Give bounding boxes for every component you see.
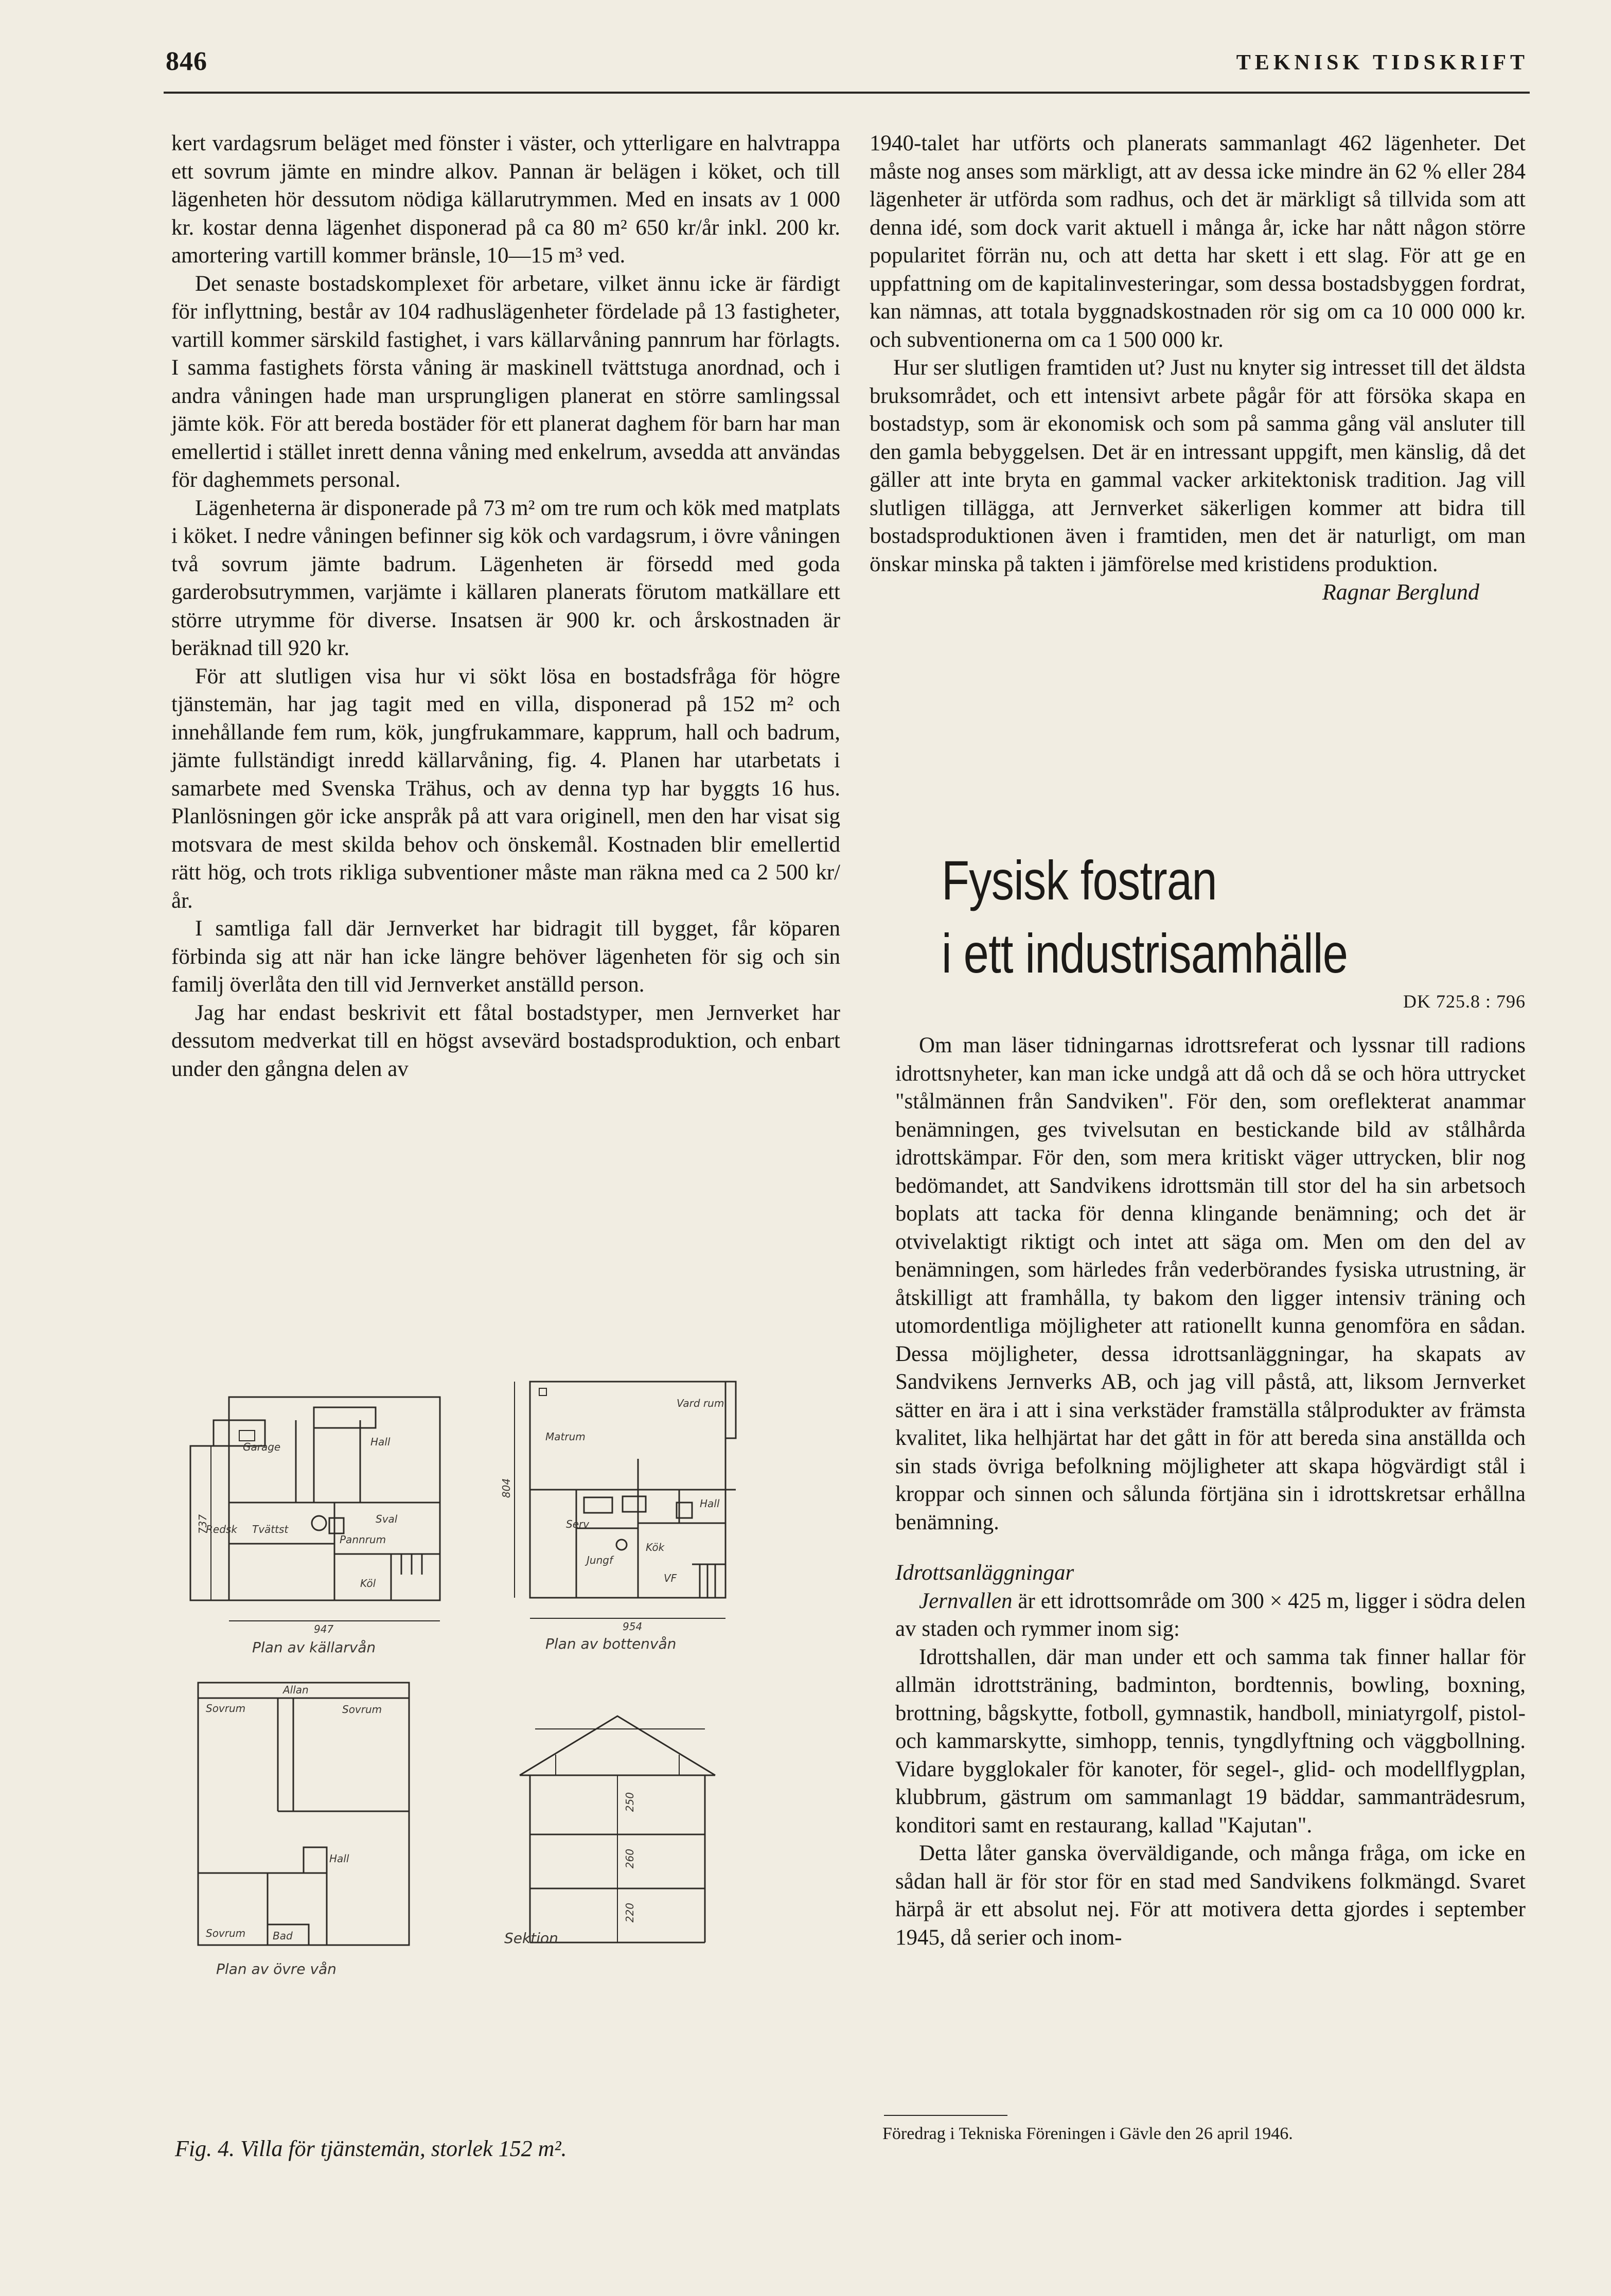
paragraph: Hur ser slutligen framtiden ut? Just nu knyter sig intresset till det äldsta bruksområdet, och ett intensivt arbete pågår för att försöka skapa en bostadstyp, som är ekonomisk och som på samma gång väl ansluter till den gamla bebyggelsen. Det är en intressant uppgift, men känslig, då det gäller att inte bryta en gammal vacker arkitektonisk tradition. Jag vill slutligen tillägga, att Jernverket säkerligen kommer att bidra till bostadsproduktionen även i framtiden, men det är naturligt, om man önskar minska på takten i jämförelse med kristidens produktion. bbox=[870, 356, 1526, 576]
lead-rest: är ett idrottsområde om 300 × 425 m, ligger i södra delen av staden och rymmer inom sig: bbox=[895, 1588, 1526, 1641]
room-label: Serv bbox=[566, 1518, 590, 1530]
article-title-line-1: Fysisk fostran bbox=[942, 849, 1217, 911]
room-label: Bad bbox=[273, 1930, 293, 1942]
plan-caption-ground: Plan av bottenvån bbox=[545, 1635, 677, 1652]
paragraph: Idrottshallen, där man under ett och samma tak finner hallar för allmän idrottsträning, badminton, bordtennis, bowling, boxning, brottning, bågskytte, fotboll, gymnastik, handboll, miniatyrgolf, pistol- och kammarskytte, simhopp, tennis, tyngdlyftning och väggbollning. Vidare bygglokaler för kanoter, för segel-, glid- och modellflygplan, klubbrum, gästrum om sammanlagt 19 bäddar, sammanträdesrum, konditori samt en restaurang, kallad "Kajutan". bbox=[895, 1645, 1526, 1838]
journal-title: TEKNISK TIDSKRIFT bbox=[1236, 51, 1529, 75]
paragraph: Detta låter ganska överväldigande, och många fråga, om icke en sådan hall är för stor för en stad med Sandvikens folkmängd. Svaret härpå är ett absolut nej. För att motivera detta gjordes i september 1945, då serier och inom- bbox=[895, 1841, 1526, 1950]
architectural-drawings bbox=[185, 1369, 834, 2099]
paragraph: Det senaste bostadskomplexet för arbetare, vilket ännu icke är färdigt för inflyttning, består av 104 radhuslägenheter fördelade på 13 fastigheter, vartill kommer särskild fastighet, i vars källarvåning pannrum har förlagts. I samma fastighets första våning är maskinell tvättstuga anordnad, och i andra våningen hade man ursprungligen planerat en större samlingssal jämte kök. För att bereda bostäder för ett planerat daghem för barn har man emellertid i stället inrett denna våning med enkelrum, avsedda att användas för daghemmets personal. bbox=[171, 271, 840, 492]
basement-plan bbox=[190, 1397, 440, 1621]
dimension-label: 260 bbox=[624, 1848, 636, 1869]
paragraph: Jag har endast beskrivit ett fåtal bostadstyper, men Jernverket har dessutom medverkat till en högst avsevärd bostadsproduktion, och enbart under den gångna delen av bbox=[171, 1000, 840, 1081]
room-label: VF bbox=[664, 1572, 677, 1584]
paragraph: kert vardagsrum beläget med fönster i väster, och ytterligare en halvtrappa ett sovrum jämte en mindre alkov. Pannan är belägen i köket, och till lägenheten hör dessutom nödiga källarutrymmen. Med en insats av 1 000 kr. kostar denna lägenhet disponerad på ca 80 m² 650 kr/år inkl. 200 kr. amortering vartill kommer bränsle, 10—15 m³ ved. bbox=[171, 131, 840, 268]
paragraph: Om man läser tidningarnas idrottsreferat och lyssnar till radions idrottsnyheter, kan man icke undgå att då och då se och höra uttrycket "stålmännen från Sandviken". För den, som oreflekterat anammar benämningen, ges tvivelsutan en bestickande bild av stålhårda idrottskämpar. För den, som mera kritiskt väger uttrycken, blir nog bedömandet, att Sandvikens idrottsmän till stor del ha sin arbetsoch boplats att tacka för denna klingande benämning; och det är otvivelaktigt riktigt och intet att säga om. Men om den del av benämningen, som härledes från vederbörandes fysiska utrustning, är åtskilligt att framhålla, ty bakom den ligger intensiv träning och utomordentliga möjligheter att rationellt kunna genomföra en sådan. Dessa möjligheter, dessa idrottsanläggningar, ha skapats av Sandvikens Jernverks AB, och jag vill påstå, att, liksom Jernverket sätter en ära i att i sina verkstäder framställa stålprodukter av främsta kvalitet, lika helhjärtat har det gått in för att bereda sina anställda och sin stads övriga befolkning möjligheter att skapa högvärdigt stål i kroppar och sinnen och sålunda förtjäna sin i idrottskretsar erhållna benämning. bbox=[895, 1033, 1526, 1534]
room-label: Sovrum bbox=[206, 1927, 246, 1939]
lead-italic: Jernvallen bbox=[919, 1588, 1013, 1613]
paragraph: 1940-talet har utförts och planerats sammanlagt 462 lägenheter. Det måste nog anses som märkligt, att av dessa icke mindre än 62 % eller 284 lägenheter är utförda som radhus, och det är märkligt så tillvida som att denna idé, som dock varit aktuell i många år, icke har nått någon större popularitet förrän nu, och att detta har skett i ett slag. För att ge en uppfattning om de kapitalinvesteringar, som dessa bostadsbyggen fordrat, kan nämnas, att totala byggnadskostnaden rör sig om ca 10 000 000 kr. och subventionerna om ca 1 500 000 kr. bbox=[870, 131, 1526, 352]
room-label: Garage bbox=[243, 1441, 281, 1453]
page-number: 846 bbox=[166, 47, 207, 76]
section-drawing bbox=[520, 1716, 715, 1942]
room-label: Hall bbox=[700, 1497, 720, 1510]
article-body bbox=[895, 1032, 1526, 1952]
header-rule bbox=[164, 92, 1530, 94]
footnote: Föredrag i Tekniska Föreningen i Gävle den 26 april 1946. bbox=[882, 2124, 1293, 2143]
paragraph: I samtliga fall där Jernverket har bidragit till bygget, får köparen förbinda sig att när han icke längre behöver lägenheten för sig och sin familj överlåta den till vid Jernverket anställd person. bbox=[171, 916, 840, 997]
dimension-label: 220 bbox=[624, 1902, 636, 1923]
room-label: Sval bbox=[376, 1513, 398, 1525]
room-label: Redsk bbox=[206, 1523, 237, 1535]
paragraph: Lägenheterna är disponerade på 73 m² om tre rum och kök med matplats i köket. I nedre våningen befinner sig kök och vardagsrum, i övre våningen två sovrum jämte badrum. Lägenheten är försedd med goda garderobsutrymmen, varjämte i källaren planerats förutom matkällare ett större utrymme för diverse. Insatsen är 900 kr. och årskostnaden är beräknad till 920 kr. bbox=[171, 496, 840, 660]
dimension-label: 947 bbox=[314, 1623, 334, 1635]
paragraph: För att slutligen visa hur vi sökt lösa en bostadsfråga för högre tjänstemän, har jag tagit med en villa, disponerad på 152 m² och innehållande fem rum, kök, jungfrukammare, kapprum, hall och badrum, jämte fullständigt inredd källarvåning, fig. 4. Planen har utarbetats i samarbete med Svenska Trähus, och av denna typ har byggts 16 hus. Planlösningen gör icke anspråk på att vara originell, men den har visat sig motsvara de mest skilda behov och önskemål. Kostnaden blir emellertid rätt hög, och trots rikliga subventioner måste man räkna med ca 2 500 kr/år. bbox=[171, 664, 840, 913]
upper-floor-plan bbox=[198, 1683, 409, 1945]
footnote-rule bbox=[884, 2115, 1007, 2116]
room-label: Sovrum bbox=[342, 1703, 382, 1716]
room-label: Pannrum bbox=[340, 1533, 386, 1546]
room-label: Vard rum bbox=[677, 1397, 724, 1409]
article-title-line-2: i ett industrisamhälle bbox=[942, 922, 1348, 984]
dimension-label: 250 bbox=[624, 1792, 636, 1812]
article-title bbox=[942, 844, 1364, 990]
room-label: Hall bbox=[370, 1436, 391, 1448]
figure-caption: Fig. 4. Villa för tjänstemän, storlek 152 m². bbox=[175, 2136, 567, 2161]
room-label: Jungf bbox=[587, 1554, 613, 1566]
room-label: Kök bbox=[646, 1541, 665, 1553]
author-signature: Ragnar Berglund bbox=[1322, 579, 1479, 605]
subheading: Idrottsanläggningar bbox=[895, 1561, 1074, 1585]
room-label: Matrum bbox=[545, 1430, 586, 1443]
room-label: Hall bbox=[329, 1852, 349, 1865]
plan-caption-basement: Plan av källarvån bbox=[252, 1639, 376, 1656]
dk-classification: DK 725.8 : 796 bbox=[1403, 991, 1526, 1012]
dimension-label: 737 bbox=[197, 1514, 209, 1534]
dimension-label: 804 bbox=[500, 1478, 513, 1498]
room-label: Sovrum bbox=[206, 1702, 246, 1715]
paragraph bbox=[895, 1587, 1526, 1644]
dimension-label: 954 bbox=[623, 1620, 643, 1633]
room-label: Köl bbox=[360, 1577, 376, 1589]
plan-caption-section: Sektion bbox=[504, 1930, 558, 1947]
left-column bbox=[171, 130, 840, 1083]
room-label: Tvättst bbox=[252, 1523, 289, 1535]
right-column-top bbox=[870, 130, 1526, 606]
plan-caption-upper: Plan av övre vån bbox=[216, 1961, 337, 1977]
room-label: Allan bbox=[283, 1684, 309, 1696]
